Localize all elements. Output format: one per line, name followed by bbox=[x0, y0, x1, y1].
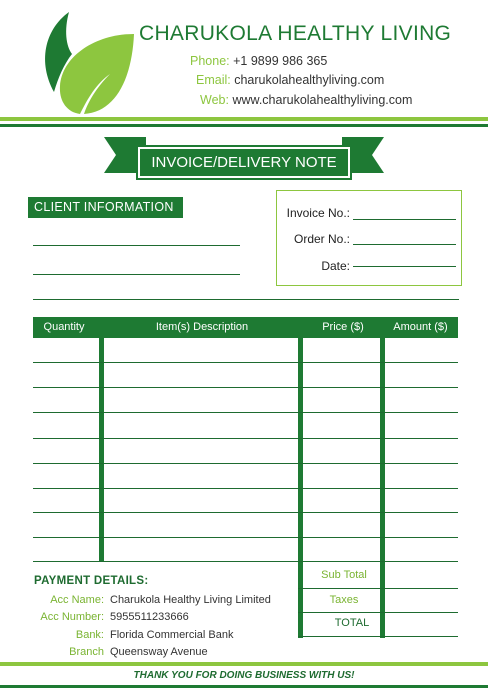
branch-label: Branch bbox=[69, 646, 104, 658]
client-line-2 bbox=[33, 274, 240, 275]
phone-value: +1 9899 986 365 bbox=[233, 54, 328, 68]
order-no-field[interactable] bbox=[353, 244, 456, 245]
email-line bbox=[196, 73, 384, 87]
col-price: Price ($) bbox=[322, 321, 364, 333]
web-value: www.charukolahealthyliving.com bbox=[232, 93, 413, 107]
acc-number-label: Acc Number: bbox=[40, 611, 104, 623]
table-row bbox=[33, 362, 458, 363]
date-field[interactable] bbox=[353, 266, 456, 267]
taxes-label: Taxes bbox=[329, 594, 359, 606]
table-row bbox=[33, 463, 458, 464]
date-label: Date: bbox=[321, 259, 350, 273]
table-divider-1 bbox=[99, 338, 104, 562]
company-name: CHARUKOLA HEALTHY LIVING bbox=[139, 22, 452, 45]
col-description: Item(s) Description bbox=[155, 321, 249, 333]
phone-label: Phone: bbox=[190, 54, 230, 68]
table-row bbox=[33, 512, 458, 513]
footer-divider-dark bbox=[0, 685, 488, 688]
document-title: INVOICE/DELIVERY NOTE bbox=[138, 147, 350, 178]
branch-value: Queensway Avenue bbox=[110, 646, 208, 658]
acc-name-label: Acc Name: bbox=[50, 594, 104, 606]
acc-number-value: 5955511233666 bbox=[110, 611, 189, 623]
email-value: charukolahealthyliving.com bbox=[234, 73, 385, 87]
table-row bbox=[33, 438, 458, 439]
col-quantity: Quantity bbox=[43, 321, 85, 333]
table-row bbox=[33, 537, 458, 538]
totals-row-line bbox=[298, 636, 458, 637]
col-amount: Amount ($) bbox=[393, 321, 448, 333]
bank-label: Bank: bbox=[75, 629, 104, 641]
payment-details-title: PAYMENT DETAILS: bbox=[34, 575, 149, 587]
bank-value: Florida Commercial Bank bbox=[110, 629, 234, 641]
leaf-logo-icon bbox=[36, 8, 140, 118]
header-divider-dark bbox=[0, 124, 488, 127]
thank-you-note: THANK YOU FOR DOING BUSINESS WITH US! bbox=[133, 670, 355, 681]
table-row bbox=[33, 387, 458, 388]
phone-line bbox=[190, 54, 327, 68]
web-label: Web: bbox=[200, 93, 229, 107]
invoice-no-label: Invoice No.: bbox=[286, 206, 350, 220]
total-label: TOTAL bbox=[334, 617, 370, 629]
client-info-title: CLIENT INFORMATION bbox=[28, 197, 183, 218]
client-line-3 bbox=[33, 299, 459, 300]
totals-row-line bbox=[298, 588, 458, 589]
totals-row-line bbox=[298, 612, 458, 613]
table-row bbox=[33, 561, 458, 562]
email-label: Email: bbox=[196, 73, 231, 87]
items-table-header bbox=[33, 317, 458, 338]
acc-name-value: Charukola Healthy Living Limited bbox=[110, 594, 271, 606]
header-divider-light bbox=[0, 117, 488, 121]
subtotal-label: Sub Total bbox=[321, 569, 367, 581]
invoice-no-field[interactable] bbox=[353, 219, 456, 220]
order-no-label: Order No.: bbox=[293, 232, 350, 246]
client-line-1 bbox=[33, 245, 240, 246]
table-row bbox=[33, 488, 458, 489]
table-row bbox=[33, 412, 458, 413]
web-line bbox=[200, 93, 412, 107]
footer-divider-light bbox=[0, 662, 488, 666]
